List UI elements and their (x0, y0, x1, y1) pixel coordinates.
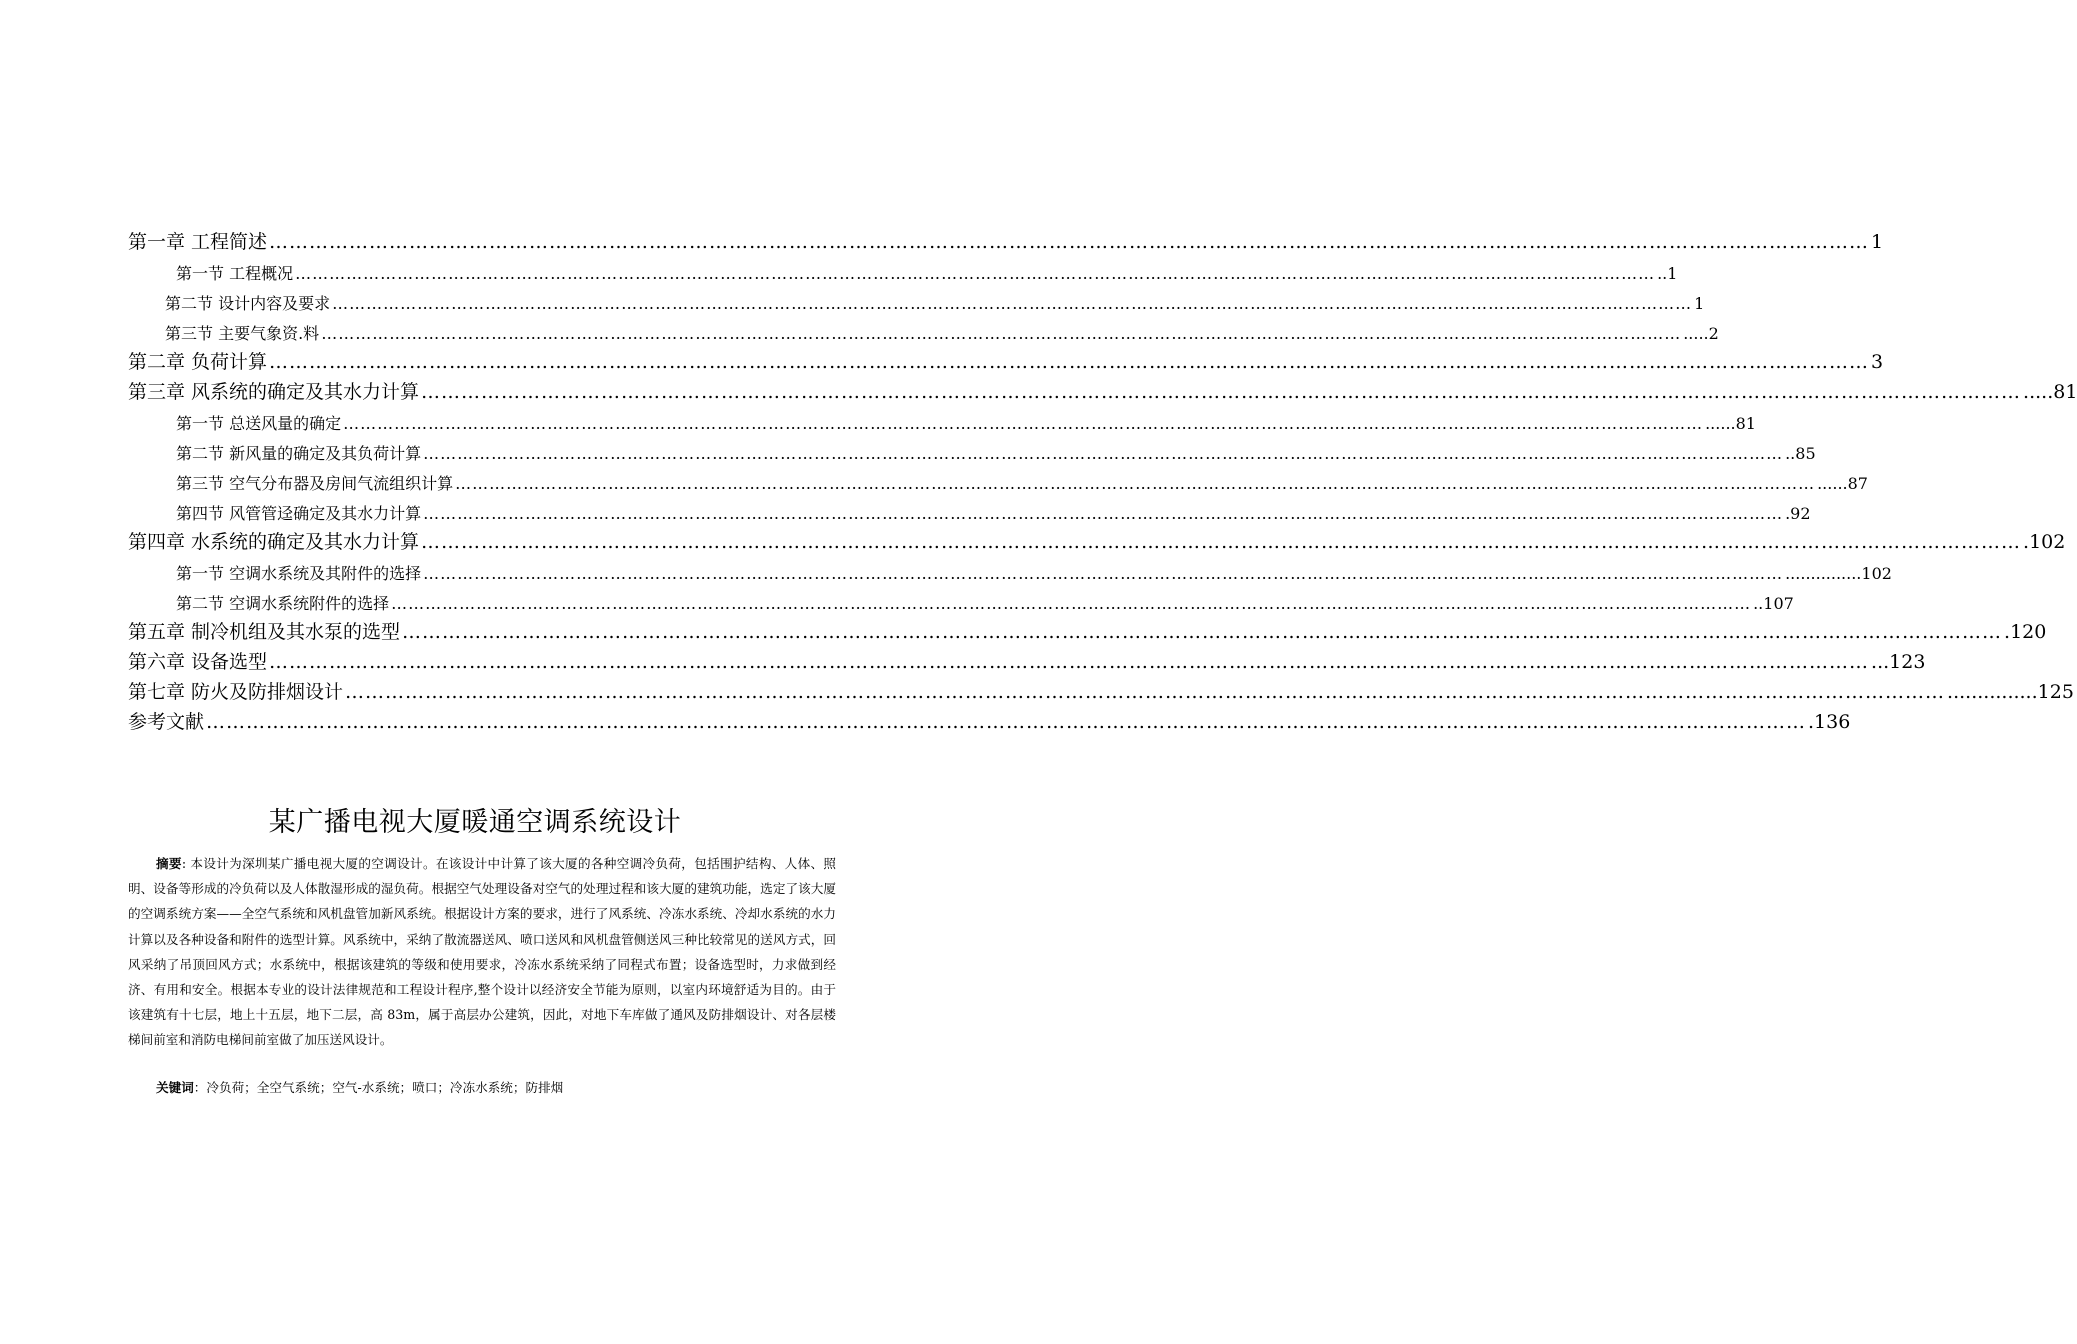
toc-entry-title: 第二节 新风量的确定及其负荷计算 (176, 444, 422, 463)
toc-leader-dots: …………………………………………………………………………………………………………………………………………………………………………………………………………………… (421, 531, 2022, 553)
toc-entry-title: 第一节 空调水系统及其附件的选择 (176, 564, 422, 583)
toc-page-number: .92 (1785, 504, 1811, 523)
toc-entry-title: 第三节 主要气象资.料 (165, 324, 320, 343)
table-of-contents (0, 222, 2077, 733)
toc-page-number: .....2 (1683, 324, 1719, 343)
toc-entry-title: 第六章 设备选型 (128, 651, 268, 673)
toc-leader-dots: …………………………………………………………………………………………………………………………………………………………………………………………………………………… (206, 711, 1807, 733)
toc-entry-title: 第五章 制冷机组及其水泵的选型 (128, 621, 401, 643)
toc-section-entry (0, 432, 1816, 463)
toc-entry-title: 第七章 防火及防排烟设计 (128, 681, 344, 703)
toc-page-number: .....81 (2023, 381, 2077, 403)
toc-entry-title: 第三节 空气分布器及房间气流组织计算 (176, 474, 454, 493)
abstract-label: 摘要 (156, 856, 182, 871)
toc-section-entry (0, 252, 1678, 283)
toc-leader-dots: …………………………………………………………………………………………………………………………………………………………………………………………………………………… (402, 621, 2003, 643)
toc-page-number: .120 (2004, 621, 2047, 643)
keywords-label: 关键词 (156, 1080, 194, 1095)
toc-page-number: ...123 (1871, 651, 1926, 673)
toc-section-entry (0, 402, 1756, 433)
toc-section-entry (0, 282, 1705, 313)
toc-page-number: ......87 (1817, 474, 1868, 493)
toc-leader-dots: …………………………………………………………………………………………………………………………………………………………………………………………………………………… (345, 681, 1946, 703)
keywords-text: ：冷负荷；全空气系统；空气-水系统；喷口；冷冻水系统；防排烟 (193, 1080, 564, 1095)
toc-page-number: 3 (1871, 351, 1884, 373)
toc-entry-title: 第二节 空调水系统附件的选择 (176, 594, 390, 613)
toc-page-number: .136 (1808, 711, 1851, 733)
toc-section-entry (0, 582, 1794, 613)
toc-entry-title: 第一节 工程概况 (176, 264, 294, 283)
toc-leader-dots: …………………………………………………………………………………………………………………………………………………………………………………………………………………… (343, 414, 1704, 433)
toc-chapter-entry (0, 672, 2074, 703)
toc-page-number: ..85 (1785, 444, 1816, 463)
toc-page-number: .102 (2023, 531, 2066, 553)
toc-section-entry (0, 492, 1811, 523)
toc-leader-dots: …………………………………………………………………………………………………………………………………………………………………………………………………………………… (391, 594, 1752, 613)
toc-section-entry (0, 312, 1719, 343)
toc-leader-dots: …………………………………………………………………………………………………………………………………………………………………………………………………………………… (269, 231, 1870, 253)
toc-chapter-entry (0, 222, 1884, 253)
toc-page-number: ...............125 (1947, 681, 2074, 703)
toc-leader-dots: …………………………………………………………………………………………………………………………………………………………………………………………………………………… (421, 381, 2022, 403)
toc-leader-dots: …………………………………………………………………………………………………………………………………………………………………………………………………………………… (269, 351, 1870, 373)
toc-leader-dots: …………………………………………………………………………………………………………………………………………………………………………………………………………………… (423, 504, 1784, 523)
toc-leader-dots: …………………………………………………………………………………………………………………………………………………………………………………………………………………… (269, 651, 1870, 673)
keywords (156, 1077, 563, 1096)
toc-entry-title: 第四节 风管管迳确定及其水力计算 (176, 504, 422, 523)
toc-entry-title: 第一节 总送风量的确定 (176, 414, 342, 433)
toc-entry-title: 第二节 设计内容及要求 (165, 294, 331, 313)
toc-leader-dots: …………………………………………………………………………………………………………………………………………………………………………………………………………………… (455, 474, 1816, 493)
toc-chapter-entry (0, 372, 2077, 403)
toc-entry-title: 第三章 风系统的确定及其水力计算 (128, 381, 420, 403)
toc-leader-dots: …………………………………………………………………………………………………………………………………………………………………………………………………………………… (295, 264, 1656, 283)
toc-chapter-entry (0, 522, 2066, 553)
toc-entry-title: 第一章 工程简述 (128, 231, 268, 253)
abstract-text: : 本设计为深圳某广播电视大厦的空调设计。在该设计中计算了该大厦的各种空调冷负荷，包括围护结构、人体、照明、设备等形成的冷负荷以及人体散湿形成的湿负荷。根据空气处理设备对空气的处理过程和该大厦的建筑功能，选定了该大厦的空调系统方案——全空气系统和风机盘管加新风系统。根据设计方案的要求，进行了风系统、冷冻水系统、冷却水系统的水力计算以及各种设备和附件的选型计算。风系统中，采纳了散流器送风、喷口送风和风机盘管侧送风三种比较常见的送风方式，回风采纳了吊顶回风方式；水系统中，根据该建筑的等级和使用要求，冷冻水系统采纳了同程式布置；设备选型时，力求做到经济、有用和安全。根据本专业的设计法律规范和工程设计程序,整个设计以经济安全节能为原则，以室内环境舒适为目的。由于该建筑有十七层，地上十五层，地下二层，高 83m，属于高层办公建筑，因此，对地下车库做了通风及防排烟设计、对各层楼梯间前室和消防电梯间前室做了加压送风设计。 (128, 856, 837, 1048)
toc-entry-title: 第四章 水系统的确定及其水力计算 (128, 531, 420, 553)
toc-page-number: 1 (1694, 294, 1705, 313)
toc-leader-dots: …………………………………………………………………………………………………………………………………………………………………………………………………………………… (423, 564, 1784, 583)
toc-section-entry (0, 552, 1892, 583)
toc-leader-dots: …………………………………………………………………………………………………………………………………………………………………………………………………………………… (332, 294, 1693, 313)
document-title: 某广播电视大厦暖通空调系统设计 (268, 807, 682, 838)
toc-section-entry (0, 462, 1868, 493)
toc-leader-dots: …………………………………………………………………………………………………………………………………………………………………………………………………………………… (321, 324, 1682, 343)
toc-entry-title: 第二章 负荷计算 (128, 351, 268, 373)
toc-chapter-entry (0, 702, 1851, 733)
toc-page-number: ..107 (1753, 594, 1794, 613)
toc-page-number: ......81 (1705, 414, 1756, 433)
toc-page-number: 1 (1871, 231, 1884, 253)
toc-page-number: ...............102 (1785, 564, 1892, 583)
toc-page-number: ..1 (1657, 264, 1678, 283)
toc-chapter-entry (0, 342, 1884, 373)
toc-entry-title: 参考文献 (128, 711, 205, 733)
toc-chapter-entry (0, 642, 1926, 673)
toc-chapter-entry (0, 612, 2047, 643)
toc-leader-dots: …………………………………………………………………………………………………………………………………………………………………………………………………………………… (423, 444, 1784, 463)
abstract (128, 851, 836, 1053)
